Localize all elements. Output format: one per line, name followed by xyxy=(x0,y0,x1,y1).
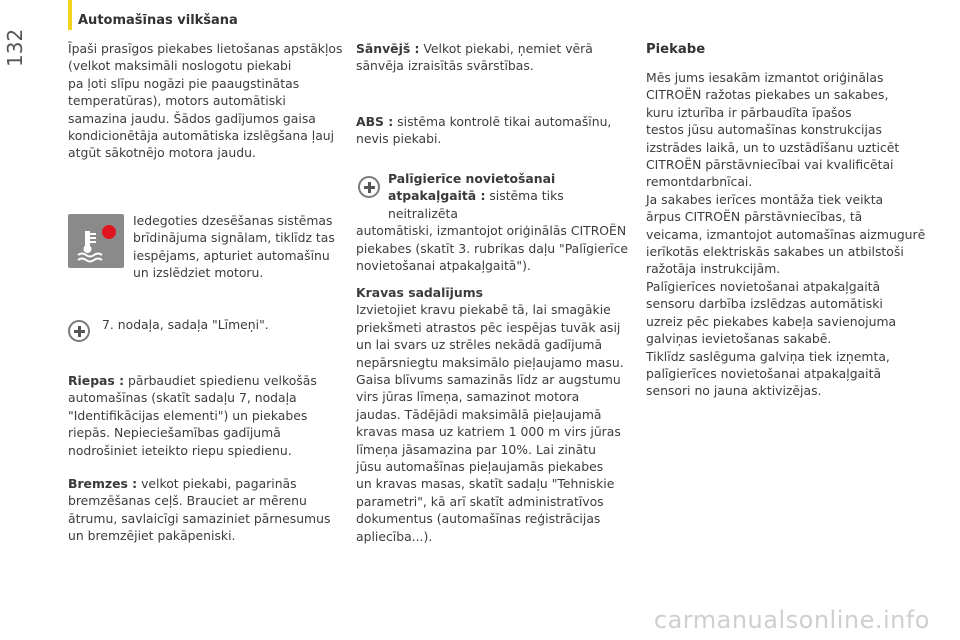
watermark: carmanualsonline.info xyxy=(653,606,930,634)
piekabe-paragraph: Mēs jums iesakām izmantot oriģinālas CITROËN ražotas piekabes un sakabes, kuru izturība ir pārbaudīta īpašos testos jūsu automašīnas konstrukcijas izstrādes laikā, un to uzstādīšanu uzticēt CITROËN pārstāvniecībai vai kvalificētai remontdarbnīcai. Ja sakabes ierīces montāža tiek veikta ārpus CITROËN pārstāvniecības, tā veicama, izmantojot automašīnas aizmugurē ierīkotās elektriskās sakabes un atbilstoši ražotāja instrukcijām. Palīgierīces novietošanai atpakaļgaitā sensoru darbība izslēdzas automātiski uzreiz pēc piekabes kabeļa savienojuma galviņas ievietošanas sakabē. Tiklīdz saslēguma galviņa tiek izņemta, palīgierīces novietošanai atpakaļgaitā sensori no jauna aktivizējas. xyxy=(646,70,926,399)
intro-paragraph: Īpaši prasīgos piekabes lietošanas apstākļos (velkot maksimāli noslogotu piekabi pa ļoti slīpu nogāzi pie paaugstinātas temperatūras), motors automātiski samazina jaudu. Šādos gadījumos gaisa kondicionētāja automātiska izslēgšana ļauj atgūt sākotnējo motora jaudu. xyxy=(68,41,343,161)
warning-text: Iedegoties dzesēšanas sistēmas brīdinājuma signālam, tiklīdz tas iespējams, apturiet automašīnu un izslēdziet motoru. xyxy=(133,213,335,281)
reference-text: 7. nodaļa, sadaļa "Līmeņi". xyxy=(102,317,269,332)
kravas-paragraph: Kravas sadalījums Izvietojiet kravu piekabē tā, lai smagākie priekšmeti atrastos pēc iespējas tuvāk asij un lai svars uz strēles nekādā gadījumā nepārsniegtu maksimālo pieļaujamo masu. Gaisa blīvums samazinās līdz ar augstumu virs jūras līmeņa, samazinot motora jaudas. Tādējādi maksimālā pieļaujamā kravas masa uz katriem 1 000 m virs jūras līmeņa jāsamazina par 10%. Lai zinātu jūsu automašīnas pieļaujamās piekabes un kravas masas, skatīt sadaļu "Tehniskie parametri", kā arī skatīt administratīvos dokumentus (automašīnas reģistrācijas apliecība...). xyxy=(356,284,641,545)
header-accent-line xyxy=(68,0,72,30)
piekabe-heading: Piekabe xyxy=(646,42,706,57)
abs-paragraph: ABS : sistēma kontrolē tikai automašīnu, nevis piekabi. xyxy=(356,114,612,147)
sanvejs-paragraph: Sānvējš : Velkot piekabi, ņemiet vērā sānvēja izraisītās svārstības. xyxy=(356,41,593,74)
kravas-heading: Kravas sadalījums xyxy=(356,285,484,300)
coolant-warning-icon xyxy=(68,214,124,268)
riepas-paragraph: Riepas : pārbaudiet spiedienu velkošās automašīnas (skatīt sadaļu 7, nodaļa "Identifikācijas elementi") un piekabes riepās. Nepieciešamības gadījumā nodrošiniet ieteikto riepu spiedienu. xyxy=(68,373,317,458)
bremzes-paragraph: Bremzes : velkot piekabi, pagarinās bremzēšanas ceļš. Brauciet ar mērenu ātrumu, savlaicīgi samaziniet pārnesumus un bremzējiet pakāpeniski. xyxy=(68,476,331,544)
page-number: 132 xyxy=(3,28,27,67)
palig-paragraph: Palīgierīce novietošanai atpakaļgaitā : sistēma tiks neitralizēta automātiski, izmantojot oriģinālās CITROËN piekabes (skatīt 3. rubrikas daļu "Palīgierīce novietošanai atpakaļgaitā"). xyxy=(356,171,629,274)
page-title: Automašīnas vilkšana xyxy=(78,13,238,28)
plus-info-icon xyxy=(68,320,90,342)
